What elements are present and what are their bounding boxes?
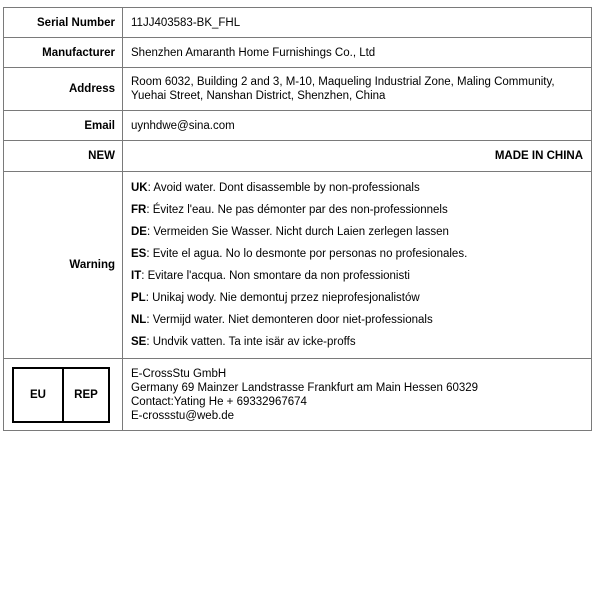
address-label: Address: [4, 68, 123, 111]
eu-box: EU: [14, 369, 64, 421]
warning-code: UK: [131, 182, 148, 194]
address-row: [4, 68, 592, 111]
rep-address: Germany 69 Mainzer Landstrasse Frankfurt am Main Hessen 60329: [131, 381, 479, 394]
address-line-1: Room 6032, Building 2 and 3, M-10, Maqueling Industrial Zone, Maling Community,: [131, 76, 555, 88]
warning-text: : Évitez l'eau. Ne pas démonter par des non-professionnels: [146, 204, 448, 216]
new-label: NEW: [4, 141, 123, 172]
made-in-china: MADE IN CHINA: [123, 141, 592, 172]
warning-code: FR: [131, 204, 147, 216]
warning-line: [131, 221, 583, 243]
warning-line: [131, 309, 583, 331]
warning-text: : Undvik vatten. Ta inte isär av icke-proffs: [146, 336, 356, 348]
rep-box: REP: [74, 388, 98, 401]
manufacturer-label: Manufacturer: [4, 38, 123, 68]
warning-text: : Evitare l'acqua. Non smontare da non professionisti: [141, 270, 410, 282]
serial-value: 11JJ403583-BK_FHL: [123, 8, 592, 38]
rep-email: E-crossstu@web.de: [131, 409, 235, 422]
warning-code: IT: [131, 270, 142, 282]
warning-text: : Evite el agua. No lo desmonte por personas no profesionales.: [146, 248, 468, 260]
address-line-2: Yuehai Street, Nanshan District, Shenzhen, China: [131, 90, 386, 102]
warning-code: DE: [131, 226, 147, 238]
address-value: [123, 68, 592, 111]
warning-text: : Vermijd water. Niet demonteren door niet-professionals: [146, 314, 433, 326]
serial-label: Serial Number: [4, 8, 123, 38]
email-label: Email: [4, 111, 123, 141]
warning-row: [4, 172, 592, 359]
eu-rep-row: [4, 359, 592, 431]
warning-label: Warning: [4, 172, 123, 359]
warning-text: : Vermeiden Sie Wasser. Nicht durch Laien zerlegen lassen: [146, 226, 449, 238]
warning-line: [131, 287, 583, 309]
serial-row: [4, 8, 592, 38]
warning-line: [131, 243, 583, 265]
email-row: [4, 111, 592, 141]
warning-line: [131, 199, 583, 221]
eu-rep-symbol-cell: [4, 359, 123, 431]
warning-code: NL: [131, 314, 147, 326]
warning-line: [131, 331, 583, 353]
warning-code: ES: [131, 248, 147, 260]
manufacturer-value: Shenzhen Amaranth Home Furnishings Co., Ltd: [123, 38, 592, 68]
warning-line: [131, 177, 583, 199]
warning-code: SE: [131, 336, 147, 348]
warning-text: : Unikaj wody. Nie demontuj przez nieprofesjonalistów: [145, 292, 420, 304]
email-value: uynhdwe@sina.com: [123, 111, 592, 141]
rep-contact: Contact:Yating He + 69332967674: [131, 395, 307, 408]
warning-code: PL: [131, 292, 146, 304]
eu-rep-details: [123, 359, 592, 431]
warning-text: : Avoid water. Dont disassemble by non-professionals: [147, 182, 420, 194]
warning-line: [131, 265, 583, 287]
rep-company: E-CrossStu GmbH: [131, 367, 227, 380]
warning-list: [123, 172, 592, 359]
product-label-table: [3, 7, 592, 431]
manufacturer-row: [4, 38, 592, 68]
eu-rep-symbol: [12, 367, 110, 423]
new-row: [4, 141, 592, 172]
